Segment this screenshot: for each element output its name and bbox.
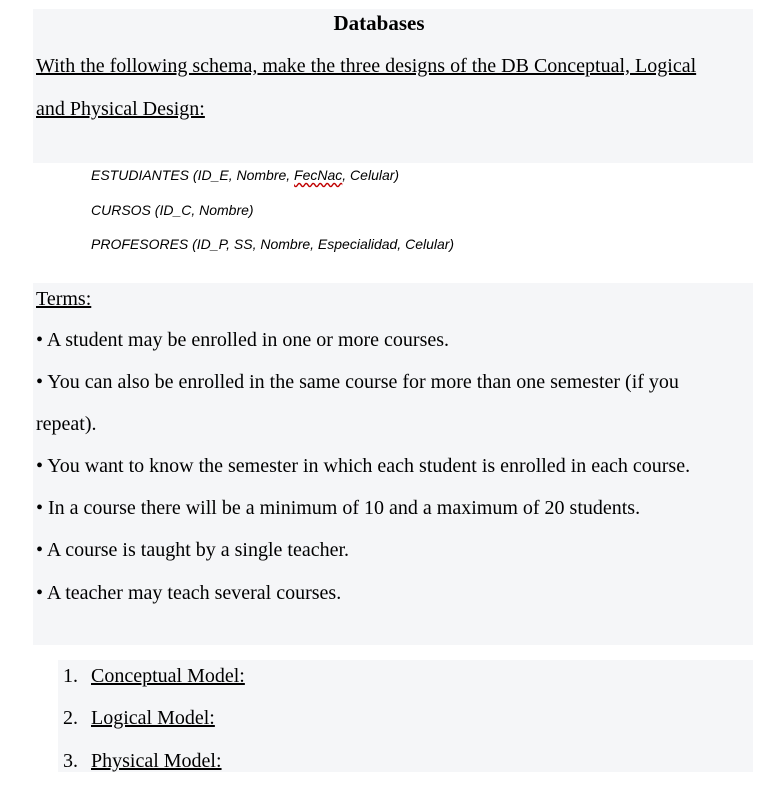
schema-estudiantes-fecnac: FecNac xyxy=(294,167,343,183)
schema-estudiantes xyxy=(91,167,399,183)
model-number: 2. xyxy=(63,707,78,729)
model-number: 1. xyxy=(63,665,78,687)
model-item-conceptual xyxy=(63,665,245,688)
terms-item: • In a course there will be a minimum of 10 and a maximum of 20 students. xyxy=(36,497,641,519)
model-label: Conceptual Model: xyxy=(91,665,245,687)
schema-estudiantes-post: , Celular) xyxy=(342,167,400,183)
schema-profesores: PROFESORES (ID_P, SS, Nombre, Especialidad, Celular) xyxy=(91,236,455,252)
terms-item: repeat). xyxy=(36,413,97,435)
terms-item: • You can also be enrolled in the same course for more than one semester (if you xyxy=(36,371,679,393)
terms-item: • A teacher may teach several courses. xyxy=(36,582,342,604)
page-title: Databases xyxy=(333,11,425,35)
terms-heading: Terms: xyxy=(36,288,92,310)
terms-item: • You want to know the semester in which each student is enrolled in each course. xyxy=(36,455,691,477)
model-label: Logical Model: xyxy=(91,707,215,729)
model-number: 3. xyxy=(63,750,78,772)
model-label: Physical Model: xyxy=(91,750,222,772)
schema-cursos: CURSOS (ID_C, Nombre) xyxy=(91,202,254,218)
model-item-logical xyxy=(63,707,215,730)
terms-item: • A course is taught by a single teacher. xyxy=(36,539,350,561)
terms-item: • A student may be enrolled in one or more courses. xyxy=(36,329,450,351)
intro-line-2: and Physical Design: xyxy=(36,98,205,120)
intro-line-1: With the following schema, make the three designs of the DB Conceptual, Logical xyxy=(36,55,697,77)
model-item-physical xyxy=(63,750,222,773)
schema-estudiantes-pre: ESTUDIANTES (ID_E, Nombre, xyxy=(91,167,295,183)
